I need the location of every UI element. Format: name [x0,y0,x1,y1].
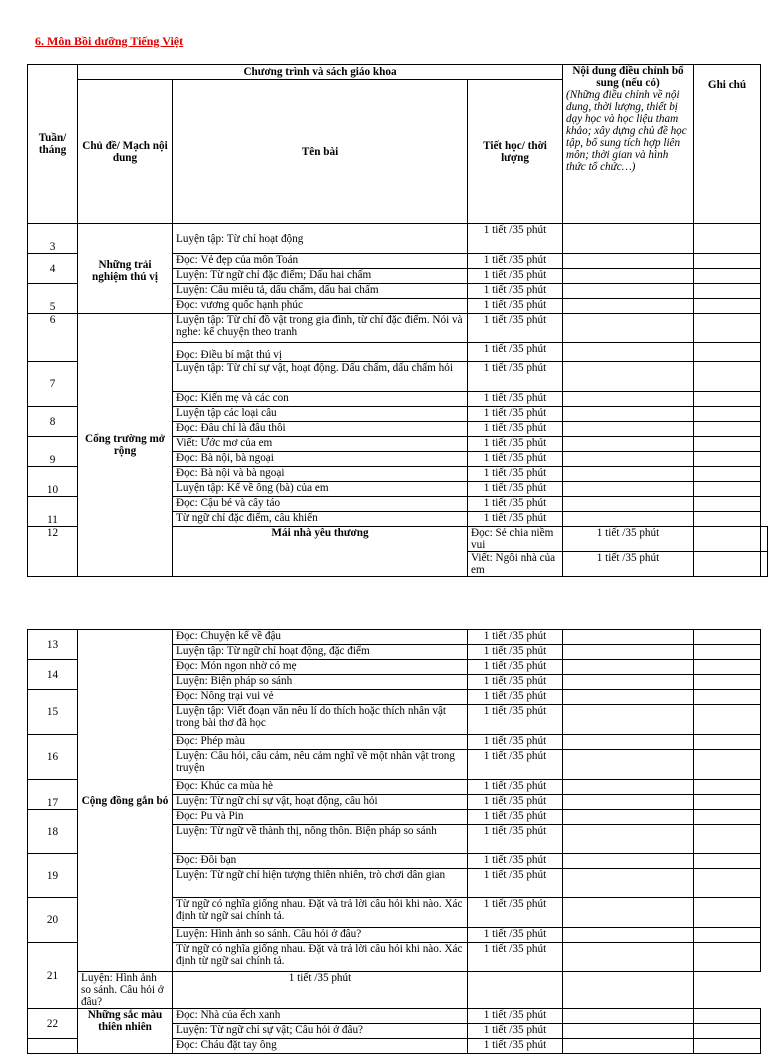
lesson-cell: Luyện: Từ ngữ chỉ đặc điểm; Dấu hai chấm [173,269,468,284]
note-cell [694,482,761,497]
note-cell [694,750,761,780]
period-cell: 1 tiết /35 phút [468,314,563,343]
week-cell: 5 [28,284,78,314]
topic-label: Những trải nghiệm thú vị [92,258,158,283]
period-cell: 1 tiết /35 phút [468,362,563,392]
week-cell: 10 [28,467,78,497]
lesson-cell: Luyện: Từ ngữ về thành thị, nông thôn. Biện pháp so sánh [173,825,468,854]
adjust-cell [563,467,694,482]
adjust-cell [694,552,761,577]
adjust-cell [563,928,694,943]
period-cell: 1 tiết /35 phút [468,780,563,795]
note-cell [694,392,761,407]
lesson-cell: Đọc: Nông trại vui vẻ [173,690,468,705]
adjust-cell [563,407,694,422]
period-cell: 1 tiết /35 phút [468,512,563,527]
note-cell [694,675,761,690]
adjust-cell [563,898,694,928]
adjust-cell [563,645,694,660]
header-adjustment-title: Nội dung điều chỉnh bổ sung (nếu có) [572,65,684,89]
adjust-cell [563,254,694,269]
period-cell: 1 tiết /35 phút [468,645,563,660]
topic-cell [78,224,173,314]
adjust-cell [563,825,694,854]
lesson-cell: Luyện tập: Viết đoạn văn nêu lí do thích hoặc thích nhân vật trong bài thơ đã học [173,705,468,735]
note-cell [694,362,761,392]
period-cell: 1 tiết /35 phút [468,1024,563,1039]
period-cell: 1 tiết /35 phút [468,422,563,437]
period-cell: 1 tiết /35 phút [468,854,563,869]
note-cell [694,690,761,705]
lesson-cell: Luyện: Từ ngữ chỉ sự vật; Câu hỏi ở đâu? [173,1024,468,1039]
note-cell [694,1024,761,1039]
adjust-cell [468,972,563,1009]
period-cell: 1 tiết /35 phút [468,660,563,675]
period-cell: 1 tiết /35 phút [468,750,563,780]
week-cell: 14 [28,660,78,690]
lesson-cell: Từ ngữ có nghĩa giống nhau. Đặt và trả lời câu hỏi khi nào. Xác định từ ngữ sai chính tả. [173,898,468,928]
adjust-cell [563,497,694,512]
adjust-cell [563,284,694,299]
adjust-cell [563,392,694,407]
adjust-cell [563,482,694,497]
lesson-cell: Đọc: vương quốc hạnh phúc [173,299,468,314]
note-cell [694,284,761,299]
week-cell: 20 [28,898,78,943]
lesson-cell: Luyện tập: Từ chỉ sự vật, hoạt động. Dấu chấm, dấu chấm hỏi [173,362,468,392]
note-cell [694,314,761,343]
note-cell [694,854,761,869]
adjust-cell [563,675,694,690]
note-cell [694,898,761,928]
period-cell: 1 tiết /35 phút [468,825,563,854]
topic-cell: Cộng đồng gắn bó [78,630,173,972]
period-cell: 1 tiết /35 phút [468,407,563,422]
note-cell [694,795,761,810]
period-cell: 1 tiết /35 phút [468,1009,563,1024]
header-notes: Ghi chú [694,65,761,224]
topic-cell: Cổng trường mở rộng [78,314,173,577]
period-cell: 1 tiết /35 phút [468,810,563,825]
note-cell [761,527,768,552]
adjust-cell [563,690,694,705]
period-cell: 1 tiết /35 phút [468,284,563,299]
lesson-cell: Đọc: Sẻ chia niềm vui [468,527,563,552]
note-cell [694,1039,761,1054]
period-cell: 1 tiết /35 phút [468,497,563,512]
lesson-cell: Viết: Ngôi nhà của em [468,552,563,577]
period-cell: 1 tiết /35 phút [468,928,563,943]
adjust-cell [563,269,694,284]
adjust-cell [563,1024,694,1039]
header-lesson: Tên bài [173,80,468,224]
week-cell: 3 [28,224,78,254]
adjust-cell [563,705,694,735]
period-cell: 1 tiết /35 phút [468,467,563,482]
adjust-cell [563,512,694,527]
note-cell [694,422,761,437]
section-heading: 6. Môn Bồi dưỡng Tiếng Việt [35,34,184,48]
lesson-cell: Đọc: Đôi bạn [173,854,468,869]
adjust-cell [563,1039,694,1054]
lesson-cell: Đọc: Đâu chỉ là đâu thôi [173,422,468,437]
lesson-cell: Luyện tập: Từ ngữ chỉ hoạt động, đặc điểm [173,645,468,660]
period-cell: 1 tiết /35 phút [173,972,468,1009]
lesson-plan-table-2 [27,629,761,1054]
lesson-cell: Đọc: Phép màu [173,735,468,750]
note-cell [694,705,761,735]
note-cell [694,630,761,645]
adjust-cell [563,810,694,825]
period-cell: 1 tiết /35 phút [468,437,563,452]
lesson-cell: Đọc: Bà nội và bà ngoại [173,467,468,482]
lesson-cell: Luyện: Từ ngữ chỉ hiện tượng thiên nhiên, trò chơi dân gian [173,869,468,898]
week-cell: 16 [28,735,78,780]
week-cell: 18 [28,810,78,854]
period-cell: 1 tiết /35 phút [468,795,563,810]
period-cell: 1 tiết /35 phút [468,343,563,362]
week-cell: 7 [28,362,78,407]
period-cell: 1 tiết /35 phút [468,482,563,497]
adjust-cell [563,1009,694,1024]
note-cell [694,224,761,254]
adjust-cell [563,314,694,343]
note-cell [694,437,761,452]
lesson-cell: Đọc: Bà nội, bà ngoại [173,452,468,467]
adjust-cell [563,422,694,437]
note-cell [694,254,761,269]
period-cell: 1 tiết /35 phút [468,705,563,735]
period-cell: 1 tiết /35 phút [468,735,563,750]
lesson-cell: Luyện: Hình ảnh so sánh. Câu hỏi ở đâu? [78,972,173,1009]
lesson-cell: Từ ngữ chỉ đặc điểm, câu khiến [173,512,468,527]
lesson-cell: Đọc: Cậu bé và cây táo [173,497,468,512]
week-cell: 13 [28,630,78,660]
lesson-cell: Đọc: Kiến mẹ và các con [173,392,468,407]
adjust-cell [563,299,694,314]
adjust-cell [563,780,694,795]
adjust-cell [563,343,694,362]
note-cell [694,735,761,750]
week-cell: 11 [28,497,78,527]
period-cell: 1 tiết /35 phút [468,254,563,269]
lesson-cell: Đọc: Cháu đặt tay ông [173,1039,468,1054]
adjust-cell [563,795,694,810]
header-period: Tiết học/ thời lượng [468,80,563,224]
period-cell: 1 tiết /35 phút [468,452,563,467]
header-week: Tuần/ tháng [28,65,78,224]
lesson-cell: Đọc: Điều bí mật thú vị [173,343,468,362]
note-cell [694,512,761,527]
adjust-cell [563,630,694,645]
lesson-cell: Đọc: Món ngon nhờ có mẹ [173,660,468,675]
week-cell: 8 [28,407,78,437]
week-cell: 21 [28,943,78,1009]
note-cell [694,825,761,854]
period-cell: 1 tiết /35 phút [468,675,563,690]
lesson-cell: Đọc: Khúc ca mùa hè [173,780,468,795]
period-cell: 1 tiết /35 phút [468,269,563,284]
note-cell [694,269,761,284]
lesson-cell: Luyện: Từ ngữ chỉ sự vật, hoạt động, câu hỏi [173,795,468,810]
note-cell [694,869,761,898]
period-cell: 1 tiết /35 phút [468,630,563,645]
lesson-cell: Luyện tập các loại câu [173,407,468,422]
note-cell [694,660,761,675]
adjust-cell [694,527,761,552]
note-cell [694,645,761,660]
topic-cell: Mái nhà yêu thương [173,527,468,577]
period-cell: 1 tiết /35 phút [468,943,563,972]
lesson-cell: Luyện: Câu miêu tả, dấu chấm, dấu hai chấm [173,284,468,299]
note-cell [694,810,761,825]
week-cell: 22 [28,1009,78,1039]
note-cell [694,497,761,512]
adjust-cell [563,362,694,392]
lesson-cell: Luyện tập: Từ chỉ đồ vật trong gia đình, từ chỉ đặc điểm. Nói và nghe: kể chuyện theo tranh [173,314,468,343]
lesson-cell: Luyện tập: Kể về ông (bà) của em [173,482,468,497]
note-cell [694,452,761,467]
period-cell: 1 tiết /35 phút [468,224,563,254]
lesson-cell: Luyện: Câu hỏi, câu cảm, nêu cảm nghĩ về một nhân vật trong truyện [173,750,468,780]
period-cell: 1 tiết /35 phút [468,869,563,898]
adjust-cell [563,854,694,869]
note-cell [761,552,768,577]
lesson-cell: Đọc: Chuyện kể về đậu [173,630,468,645]
week-cell: 19 [28,854,78,898]
week-cell: 6 [28,314,78,362]
week-cell [28,1039,78,1054]
header-topic: Chủ đề/ Mạch nội dung [78,80,173,224]
lesson-cell: Viết: Ước mơ của em [173,437,468,452]
note-cell [694,407,761,422]
period-cell: 1 tiết /35 phút [468,299,563,314]
adjust-cell [563,735,694,750]
adjust-cell [563,660,694,675]
week-cell: 12 [28,527,78,577]
note-cell [563,972,694,1009]
adjust-cell [563,452,694,467]
lesson-cell: Đọc: Vẻ đẹp của môn Toán [173,254,468,269]
note-cell [694,928,761,943]
note-cell [694,343,761,362]
lesson-cell: Từ ngữ có nghĩa giống nhau. Đặt và trả lời câu hỏi khi nào. Xác định từ ngữ sai chính tả. [173,943,468,972]
lesson-cell: Đọc: Nhà của ếch xanh [173,1009,468,1024]
lesson-cell: Luyện: Biện pháp so sánh [173,675,468,690]
adjust-cell [563,869,694,898]
period-cell: 1 tiết /35 phút [563,552,694,577]
lesson-cell: Đọc: Pu và Pin [173,810,468,825]
header-adjustment-note: (Những điều chỉnh về nội dung, thời lượng, thiết bị dạy học và học liệu tham khảo; xây dựng chủ đề học tập, bổ sung tích hợp liên môn; thời gian và hình thức tổ chức…) [566,89,687,173]
note-cell [694,943,761,972]
header-program: Chương trình và sách giáo khoa [78,65,563,80]
adjust-cell [563,224,694,254]
week-cell: 9 [28,437,78,467]
lesson-cell: Luyện: Hình ảnh so sánh. Câu hỏi ở đâu? [173,928,468,943]
period-cell: 1 tiết /35 phút [468,392,563,407]
period-cell: 1 tiết /35 phút [468,690,563,705]
header-adjustment [563,65,694,224]
week-cell: 15 [28,690,78,735]
week-cell: 17 [28,780,78,810]
adjust-cell [563,750,694,780]
period-cell: 1 tiết /35 phút [468,898,563,928]
note-cell [694,1009,761,1024]
week-cell: 4 [28,254,78,284]
adjust-cell [563,437,694,452]
lesson-cell: Luyện tập: Từ chỉ hoạt động [173,224,468,254]
note-cell [694,299,761,314]
period-cell: 1 tiết /35 phút [563,527,694,552]
note-cell [694,467,761,482]
period-cell: 1 tiết /35 phút [468,1039,563,1054]
adjust-cell [563,943,694,972]
lesson-plan-table-1 [27,64,768,577]
topic-cell: Những sắc màu thiên nhiên [78,1009,173,1054]
note-cell [694,780,761,795]
